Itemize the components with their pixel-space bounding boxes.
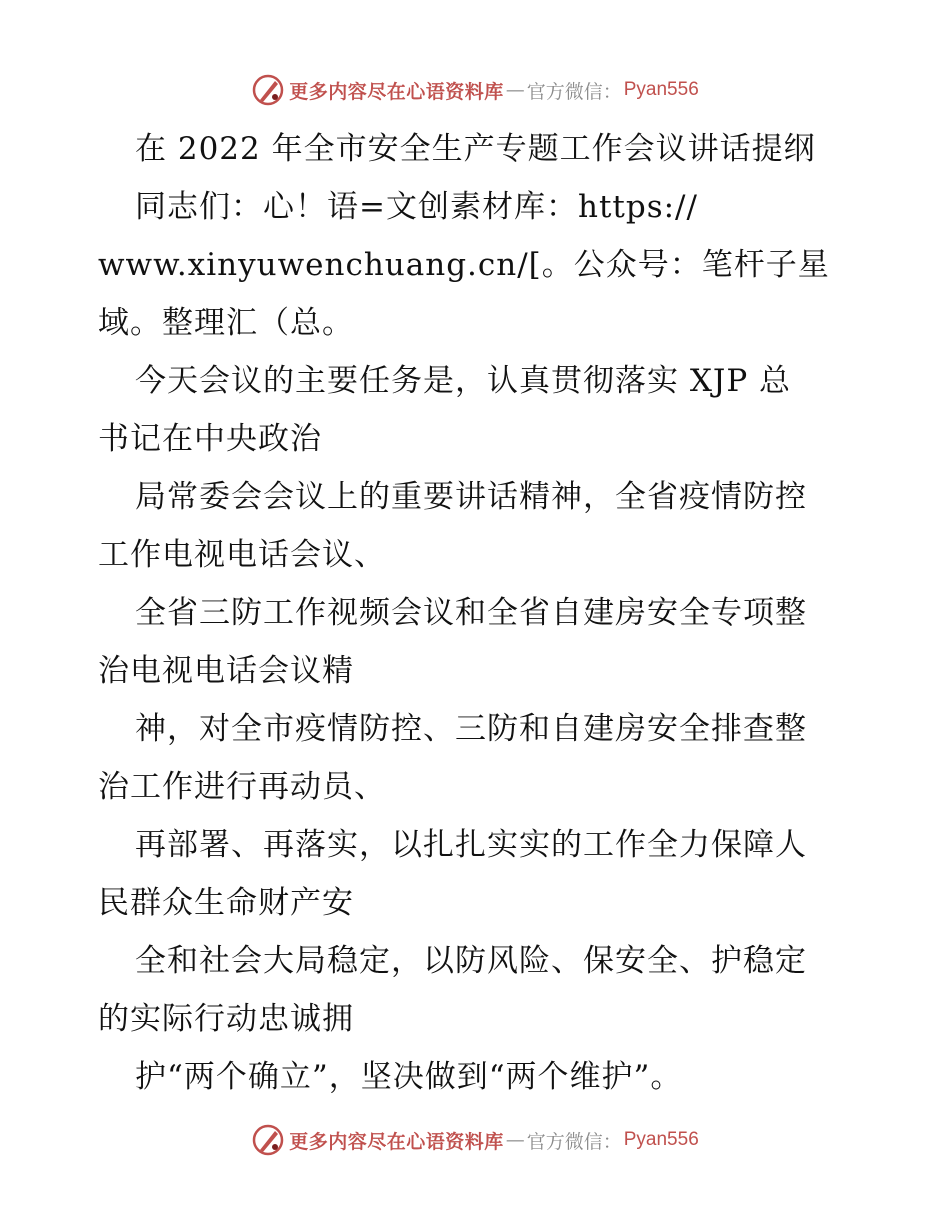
pen-circle-logo-icon bbox=[251, 1123, 285, 1157]
banner-main-text: 更多内容尽在心语资料库 bbox=[289, 1130, 504, 1153]
banner-dash: — bbox=[505, 1129, 525, 1151]
footer-banner bbox=[0, 1120, 950, 1160]
document-title: 在 2022 年全市安全生产专题工作会议讲话提纲 bbox=[135, 131, 816, 167]
text-line: 神，对全市疫情防控、三防和自建房安全排查整 bbox=[135, 711, 807, 747]
header-banner bbox=[0, 70, 950, 110]
text-line: 治电视电话会议精 bbox=[98, 653, 354, 689]
text-line: 局常委会会议上的重要讲话精神，全省疫情防控 bbox=[135, 479, 807, 515]
text-line: 的实际行动忠诚拥 bbox=[98, 1001, 354, 1037]
text-line: 工作电视电话会议、 bbox=[98, 537, 386, 573]
banner-wechat-label: 官方微信： bbox=[526, 80, 622, 103]
text-line: 再部署、再落实，以扎扎实实的工作全力保障人 bbox=[135, 827, 807, 863]
text-line: 全和社会大局稳定，以防风险、保安全、护稳定 bbox=[135, 943, 807, 979]
banner-wechat-id: Pyan556 bbox=[623, 1129, 699, 1150]
banner-dash: — bbox=[505, 79, 525, 101]
text-line: 同志们：心！语=文创素材库：https:// bbox=[135, 189, 698, 225]
text-line: 书记在中央政治 bbox=[98, 421, 322, 457]
text-line: 今天会议的主要任务是，认真贯彻落实 XJP 总 bbox=[135, 363, 792, 399]
banner-wechat-id: Pyan556 bbox=[623, 79, 699, 100]
banner-wechat-label: 官方微信： bbox=[526, 1130, 622, 1153]
text-line: www.xinyuwenchuang.cn/[。公众号：笔杆子星 bbox=[98, 247, 830, 283]
document-body bbox=[98, 120, 858, 1106]
text-line: 民群众生命财产安 bbox=[98, 885, 354, 921]
text-line: 治工作进行再动员、 bbox=[98, 769, 386, 805]
banner-main-text: 更多内容尽在心语资料库 bbox=[289, 80, 504, 103]
text-line: 全省三防工作视频会议和全省自建房安全专项整 bbox=[135, 595, 807, 631]
text-line: 护“两个确立”，坚决做到“两个维护”。 bbox=[135, 1059, 683, 1095]
pen-circle-logo-icon bbox=[251, 73, 285, 107]
text-line: 域。整理汇（总。 bbox=[98, 305, 354, 341]
